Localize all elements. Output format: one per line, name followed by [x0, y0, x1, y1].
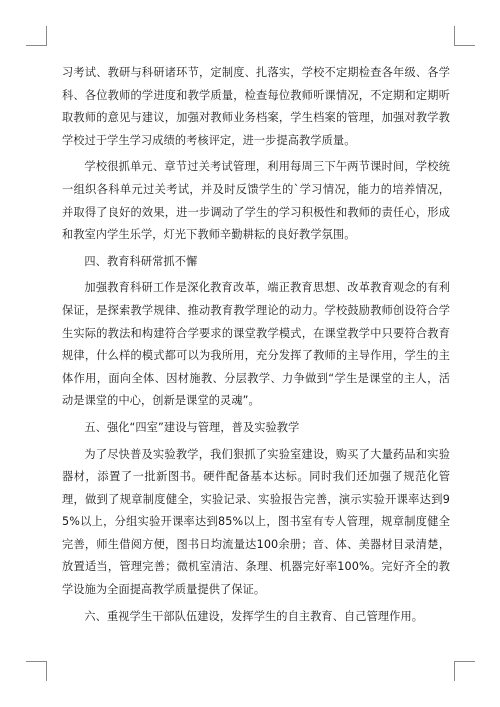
- crop-mark-bottom-right-vertical: [454, 661, 455, 681]
- paragraph-exam-management: 习考试、教研与科研诸环节，定制度、扎落实，学校不定期检查各年级、各学科、各位教师的学进度和教学质量，检查每位教师听课情况，不定期和定期听取教师的意见与建议，加强对教师业务档案，学生档案的管理，加强对教学教学校过于学生学习成绩的考核评定，进一步提高教学质量。: [62, 66, 450, 147]
- paragraph-lab-construction: 为了尽快普及实验教学，我们狠抓了实验室建设，购买了大量药品和实验器材，添置了一批新图书。硬件配备基本达标。同时我们还加强了规范化管理，做到了规章制度健全，实验记录、实验报告完善，演示实验开课率达到95%以上，分组实验开课率达到85%以上，图书室有专人管理，规章制度健全完善，师生借阅方便，图书日均流量达100余册；音、体、美器材目录清楚，放置适当，管理完善；微机室清洁、条理、机器完好率100%。完好齐全的教学设施为全面提高教学质量提供了保证。: [62, 447, 450, 597]
- heading-education-research: 四、教育科研常抓不懈: [84, 254, 198, 268]
- crop-mark-top-left-horizontal: [26, 45, 46, 46]
- paragraph-education-research: 加强教育科研工作是深化教育改革，端正教育思想、改革教育观念的有利保证，是探索教学规律、推动教育教学理论的动力。学校鼓励教师创设符合学生实际的教法和构建符合学要求的课堂教学模式，在课堂教学中只要符合教育规律，什么样的模式都可以为我所用，充分发挥了教师的主导作用，学生的主体作用，面向全体、因材施教、分层教学、力争做到“学生是课堂的主人，活动是课堂的中心，创新是课堂的灵魂”。: [62, 281, 450, 408]
- heading-four-rooms: 五、强化“四室”建设与管理，普及实验教学: [84, 420, 300, 434]
- crop-mark-top-right-horizontal: [455, 45, 475, 46]
- crop-mark-bottom-left-horizontal: [26, 661, 46, 662]
- heading-student-cadres: 六、重视学生干部队伍建设，发挥学生的自主教育、自己管理作用。: [84, 609, 424, 623]
- crop-mark-top-right-vertical: [454, 26, 455, 46]
- document-body: [62, 62, 450, 632]
- crop-mark-bottom-left-vertical: [46, 661, 47, 681]
- crop-mark-bottom-right-horizontal: [455, 661, 475, 662]
- crop-mark-top-left-vertical: [46, 26, 47, 46]
- paragraph-unit-tests: 学校很抓单元、章节过关考试管理，利用每周三下午两节课时间，学校统一组织各科单元过关考试，并及时反馈学生的`学习情况，能力的培养情况，并取得了良好的效果，进一步调动了学生的学习积极性和教师的责任心，形成和教室内学生乐学，灯光下教师辛勤耕耘的良好教学氛围。: [62, 160, 450, 242]
